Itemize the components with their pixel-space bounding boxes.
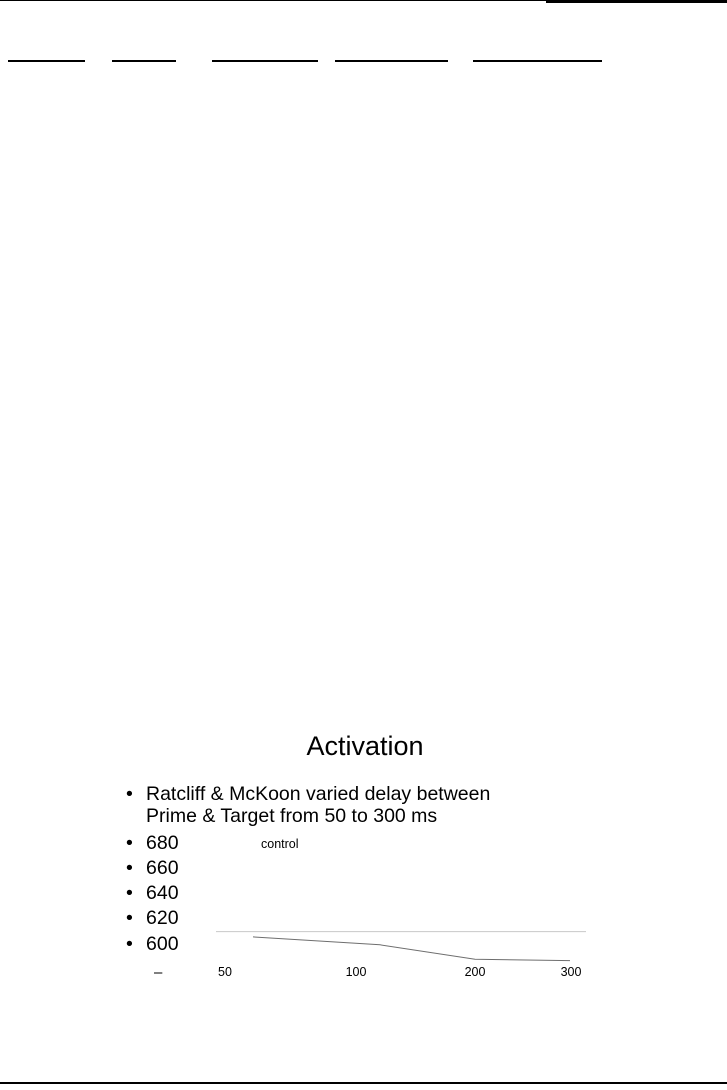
bullet-text-line-2: Prime & Target from 50 to 300 ms [146,805,438,827]
activation-line-chart [100,720,620,1000]
x-tick-label-0: 50 [218,965,232,979]
bullet-marker-icon: • [126,783,133,805]
fill-in-blank-line-3 [212,60,318,62]
priming-series-line [253,937,570,961]
fill-in-blank-line-5 [473,60,602,62]
bullet-marker-icon: • [126,832,133,854]
fill-in-blank-line-4 [335,60,448,62]
x-tick-label-1: 100 [345,965,367,979]
y-tick-label-0: 680 [146,832,179,854]
y-tick-label-4: 600 [146,933,179,955]
x-axis-dash-marker: – [154,964,163,981]
bullet-marker-icon: • [126,882,133,904]
y-tick-label-2: 640 [146,882,179,904]
x-tick-label-3: 300 [560,965,582,979]
y-tick-label-3: 620 [146,907,179,929]
legend-control-label: control [261,837,299,851]
bullet-text-line-1: Ratcliff & McKoon varied delay between [146,783,491,805]
page-top-rule-accent [546,0,727,3]
x-tick-label-2: 200 [464,965,486,979]
lecture-slide [100,720,620,1000]
bullet-marker-icon: • [126,907,133,929]
fill-in-blank-line-1 [8,60,85,62]
y-tick-label-1: 660 [146,857,179,879]
bullet-marker-icon: • [126,933,133,955]
slide-title: Activation [306,731,424,761]
fill-in-blank-line-2 [112,60,176,62]
page-bottom-rule [0,1082,727,1084]
bullet-marker-icon: • [126,857,133,879]
